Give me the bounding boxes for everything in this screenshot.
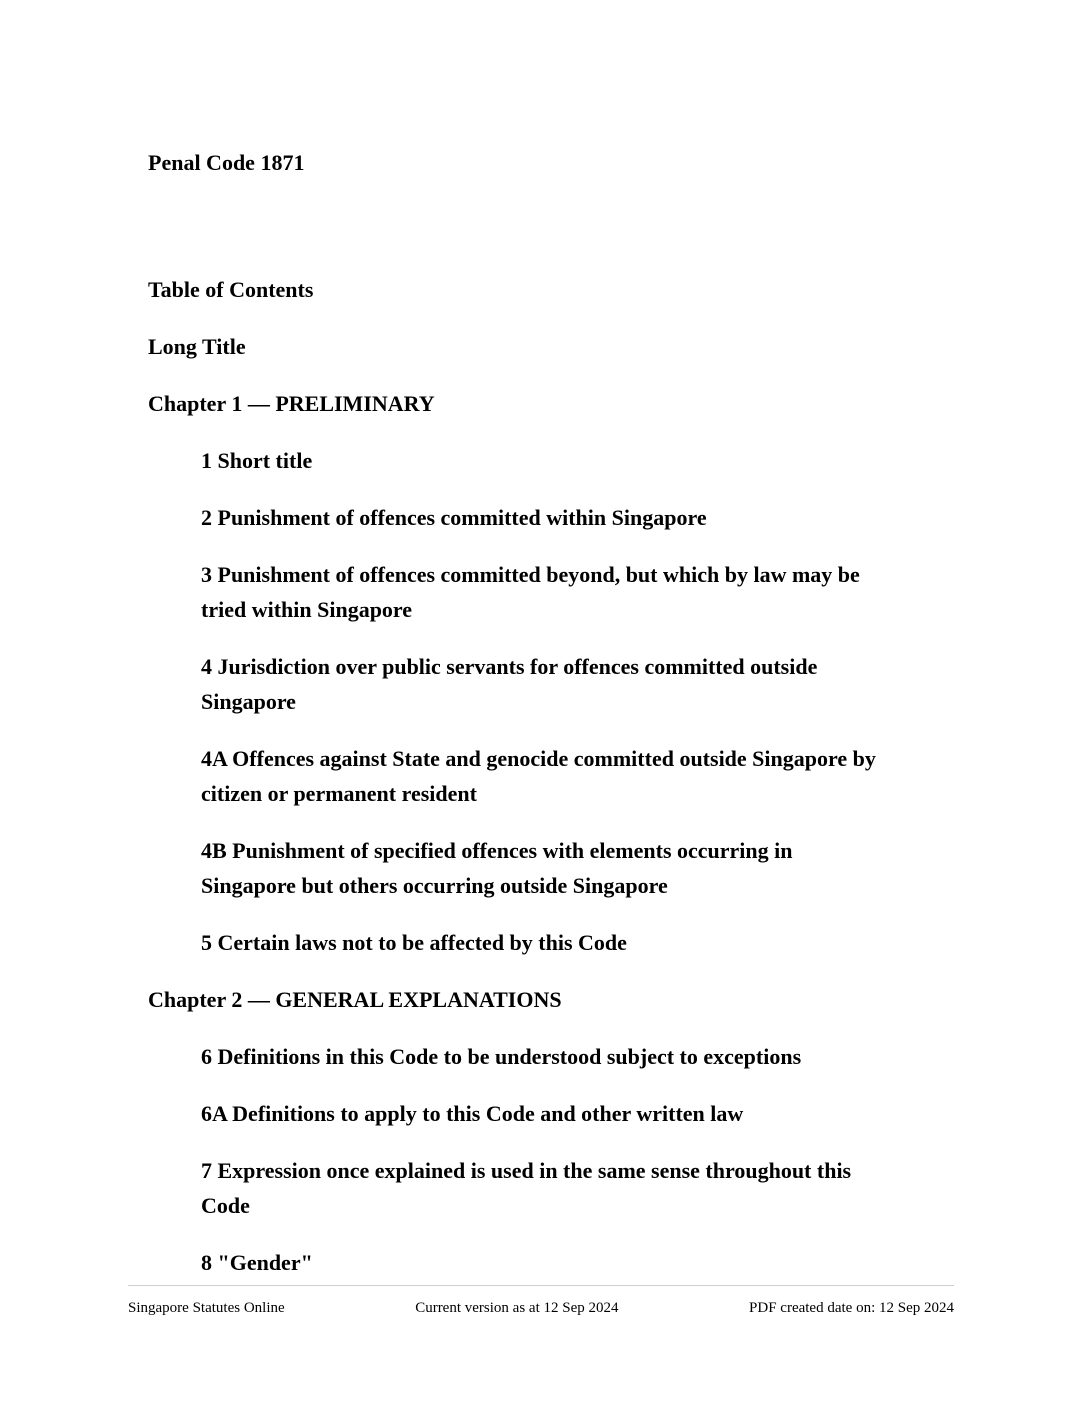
toc-entry-section-8[interactable]: 8 "Gender" bbox=[201, 1250, 313, 1275]
toc-entry-section-5[interactable]: 5 Certain laws not to be affected by this Code bbox=[201, 930, 627, 955]
document-title: Penal Code 1871 bbox=[148, 150, 305, 175]
toc-entry-section-4[interactable]: 4 Jurisdiction over public servants for offences committed outside Singapore bbox=[201, 654, 818, 714]
toc-entry-section-4a[interactable]: 4A Offences against State and genocide committed outside Singapore by citizen or permanent resident bbox=[201, 746, 876, 806]
toc-entry-chapter-2[interactable]: Chapter 2 — GENERAL EXPLANATIONS bbox=[148, 987, 562, 1012]
toc-entry-section-6[interactable]: 6 Definitions in this Code to be understood subject to exceptions bbox=[201, 1044, 802, 1069]
toc-entry-section-4b[interactable]: 4B Punishment of specified offences with elements occurring in Singapore but others occurring outside Singapore bbox=[201, 838, 793, 898]
toc-entry-section-3[interactable]: 3 Punishment of offences committed beyond, but which by law may be tried within Singapore bbox=[201, 562, 860, 622]
footer-created-date: PDF created date on: 12 Sep 2024 bbox=[749, 1300, 954, 1316]
toc-heading: Table of Contents bbox=[148, 277, 314, 302]
toc-entry-section-2[interactable]: 2 Punishment of offences committed within Singapore bbox=[201, 505, 707, 530]
toc-entry-section-6a[interactable]: 6A Definitions to apply to this Code and other written law bbox=[201, 1101, 744, 1126]
toc-entry-chapter-1[interactable]: Chapter 1 — PRELIMINARY bbox=[148, 391, 435, 416]
toc-entry-long-title[interactable]: Long Title bbox=[148, 334, 246, 359]
footer-source: Singapore Statutes Online bbox=[128, 1300, 285, 1316]
footer-divider bbox=[128, 1285, 954, 1286]
table-of-contents bbox=[148, 272, 908, 1302]
footer-version: Current version as at 12 Sep 2024 bbox=[415, 1300, 619, 1316]
toc-entry-section-1[interactable]: 1 Short title bbox=[201, 448, 313, 473]
toc-entry-section-7[interactable]: 7 Expression once explained is used in the same sense throughout this Code bbox=[201, 1158, 852, 1218]
page-footer bbox=[128, 1300, 954, 1317]
